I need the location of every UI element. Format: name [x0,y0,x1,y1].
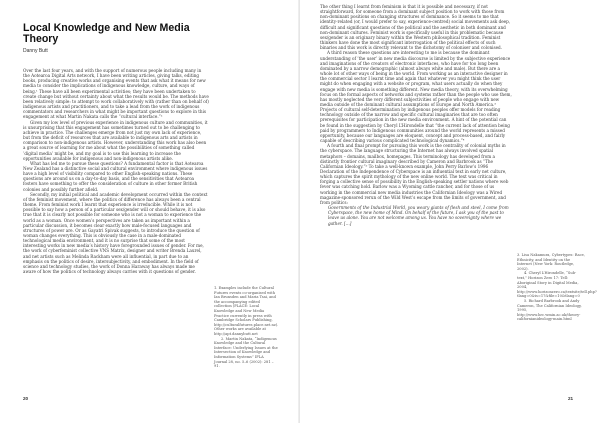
right-footnotes [517,253,597,322]
left-main-column [23,68,209,274]
left-footnotes [214,286,278,369]
body-paragraph: A third reason these questions are interesting to me is because the dominant understanding of ‘the user’ in new media discourse is limited by the subjective experience and imaginations of the creators of electronic interfaces, who have for too long been dominated by a narrow demographic (almost always white and male). But there are a whole lot of other ways of being in the world. From working as an interactive designer in the commercial sector I learnt time and again that whatever you might think the user might do when engaging with a website or program, what users actually do when they engage with new media is something different. New media theory, with its overwhelming focus on the formal aspects of networks and systems rather than the people who use them, has mostly neglected the very different subjectivities of people who engage with new media outside of the dominant cultural assumptions of Europe and North America.³ Projects of cultural self-determination by indigenous peoples offer models for reading technology outside of the narrow and specific cultural imaginaries that are too often prerequisites for participation in the new media environment. A hint of the potential can be found in the suggestion by Cheryl L’Hirondelle that “the current lack of attention being paid by programmers to Indigenous communities around the world represents a missed opportunity, because our languages are eloquent, concept and process-based, and fairly capable of describing various complicated technological dynamics.”⁴ [320,50,512,144]
page-number-left: 20 [23,396,29,401]
body-paragraph: The other thing I learnt from feminism is that it is possible and necessary, if not straightforward, for someone from a dominant subject position to work with those from non-dominant positions on changing structures of dominance. So it seems to me that identity-related (or, I would prefer to say, experience-centred) social movements ask deep, difficult and significant questions of the political and the aesthetic in both dominant and non-dominant cultures. Feminist work is specifically useful in this problematic because sex/gender is an originary binary within the Western philosophical tradition. Feminist thinkers have done the most significant interrogation of the political effects of such binaries and this work is directly relevant to the dichotomy of coloniser and colonised. [320,4,511,51]
right-main-column [320,4,512,226]
body-paragraph: A fourth and final prompt for pursuing this work is the centrality of colonial myths in the cyberspace. The language structuring the Internet has always involved spatial metaphors – domains, mailbox, homepages. This terminology has developed from a distinctly frontier cultural imaginary described by Cameron and Barbrook as “The Californian Ideology.”⁵ To take a well-known example, John Perry Barlow’s 1996 Declaration of the Independence of Cyberspace is an influential text in early net culture, which captures the spirit mythology of the new online world. The text was critical in forging a collective sense of possibility in the English-speaking settler nations where web fever was catching hold. Barlow was a Wyoming cattle rancher, and for those of us working in the commercial new media industries the Californian Ideology was a Wired magazine-sponsored rerun of the Wild West’s escape from the limits of government, and from politics: [320,143,509,205]
footnote: 2. Martin Nakata, “Indigenous Knowledge and the Cultural Interface: Underlying Issues at the Intersection of Knowledge and Information Systems” IFLA Journal 28, no. 5–6 (2002): 281 – 91. [214,336,278,369]
body-paragraph: What has led me to pursue these questions? A fundamental factor is that Aotearoa New Zealand has a distinctive social and cultural environment where indigenous issues have a high level of visibility compared to other English-speaking nations. These questions are around us on a day-to-day basis, and the sensitivities that Aotearoa fosters have something to offer the consideration of culture in other former British colonies and possibly further afield. [23,160,208,192]
footnote: 3. Lisa Nakamura, Cybertypes: Race, Ethnicity, and Identity on the Internet (New York: Routledge, 2002). [517,253,585,271]
right-page [300,0,600,423]
block-quote: Governments of the Industrial World, you weary giants of flesh and steel, I come from Cyberspace, the new home of Mind. On behalf of the future, I ask you of the past to leave us alone. You are not welcome among us. You have no sovereignty where we gather. […] [328,205,509,226]
body-paragraph: Given my low level of previous experience in indigenous culture and communities, it is unsurprising that this engagement has sometimes turned out to be challenging to achieve in practice. The challenges emerge from not just my own lack of experience, but from the deficit of resources that are available to indigenous arts and artists in comparison to non-indigenous artists. However, understanding this work has also been a great source of learning for me about what the possibilities of something called ‘digital media’ might be, and my goal is to use this learning to increase the opportunities available for indigenous and non-indigenous artists alike. [23,119,208,161]
article-author: Danny Butt [23,48,48,54]
footnote: 5. Richard Barbrook and Andy Cameron, The Californian Ideology, 1995, http://www.hrc.wmin.ac.uk/theory-californianideology-main.html [517,298,582,322]
footnote: 4. Cheryl L’Hirondelle, “Sub-text,” Horizon Zero 17: Tell: Aboriginal Story in Digital Media, 2004, http://www.horizonzero.ca/textsite/tell.php?tlang=0&is=17&file=10&tlang=0 [517,271,597,299]
body-paragraph: Over the last four years, and with the support of numerous people including many in the Aotearoa Digital Arts network, I have been writing articles, giving talks, editing books, producing creative works and organising events that ask what it means for new media to consider the implications of indigenous knowledge, culture, and ways of being.¹ These have all been experimental activities; they have been undertaken to create change but without certainty about what the results would be. The methods have been relatively simple: to attempt to work collaboratively with (rather than on behalf of) indigenous artists and practitioners, and to take a lead from the work of indigenous commentators and researchers in what might be important questions to explore in this engagement at what Martin Nakata calls the “cultural interface.”² [23,68,209,120]
page-number-right: 21 [568,396,574,401]
body-paragraph: Secondly, my initial political and academic development occurred within the context of the feminist movement, where the politics of difference has always been a central theme. From feminist work I learnt that experience is irreducible. While it is not possible to say how a person of a particular sex/gender will or should behave, it is also true that it is clearly not possible for someone who is not a woman to experience the world as a woman. Once women’s perspectives are taken as important within a particular discussion, it becomes clear exactly how male-focused languages and structures of power are. Or as Gayatri Spivak suggests, to introduce the question of woman changes everything. This is obviously the case in a male-dominated technological media environment, and it is no surprise that some of the most interesting works in new media’s history have foregrounded issues of gender. For me, the work of cyberfeminist collective VNS Matrix, designer and writer Brenda Laurel, and net artists such as Melinda Rackham were all influential, in part due to an emphasis on the politics of desire, intersubjectivity, and embodiment. In the field of science and technology studies, the work of Donna Haraway has always made me aware of how the politics of technology always carries with it questions of gender. [23,191,208,275]
article-title: Local Knowledge and New Media Theory [23,22,190,45]
footnote: 1. Examples include the Cultural Futures events co-organised with Ian Brunsden and Maria Tsai, and the accompanying edited collection (PLACE: Local Knowledge and New Media Practice currently in press with Cambridge Scholars Publishing, http://culturalfutures.place.net.nz). Other works are available at http://apt.dannybutt.net [214,286,279,336]
